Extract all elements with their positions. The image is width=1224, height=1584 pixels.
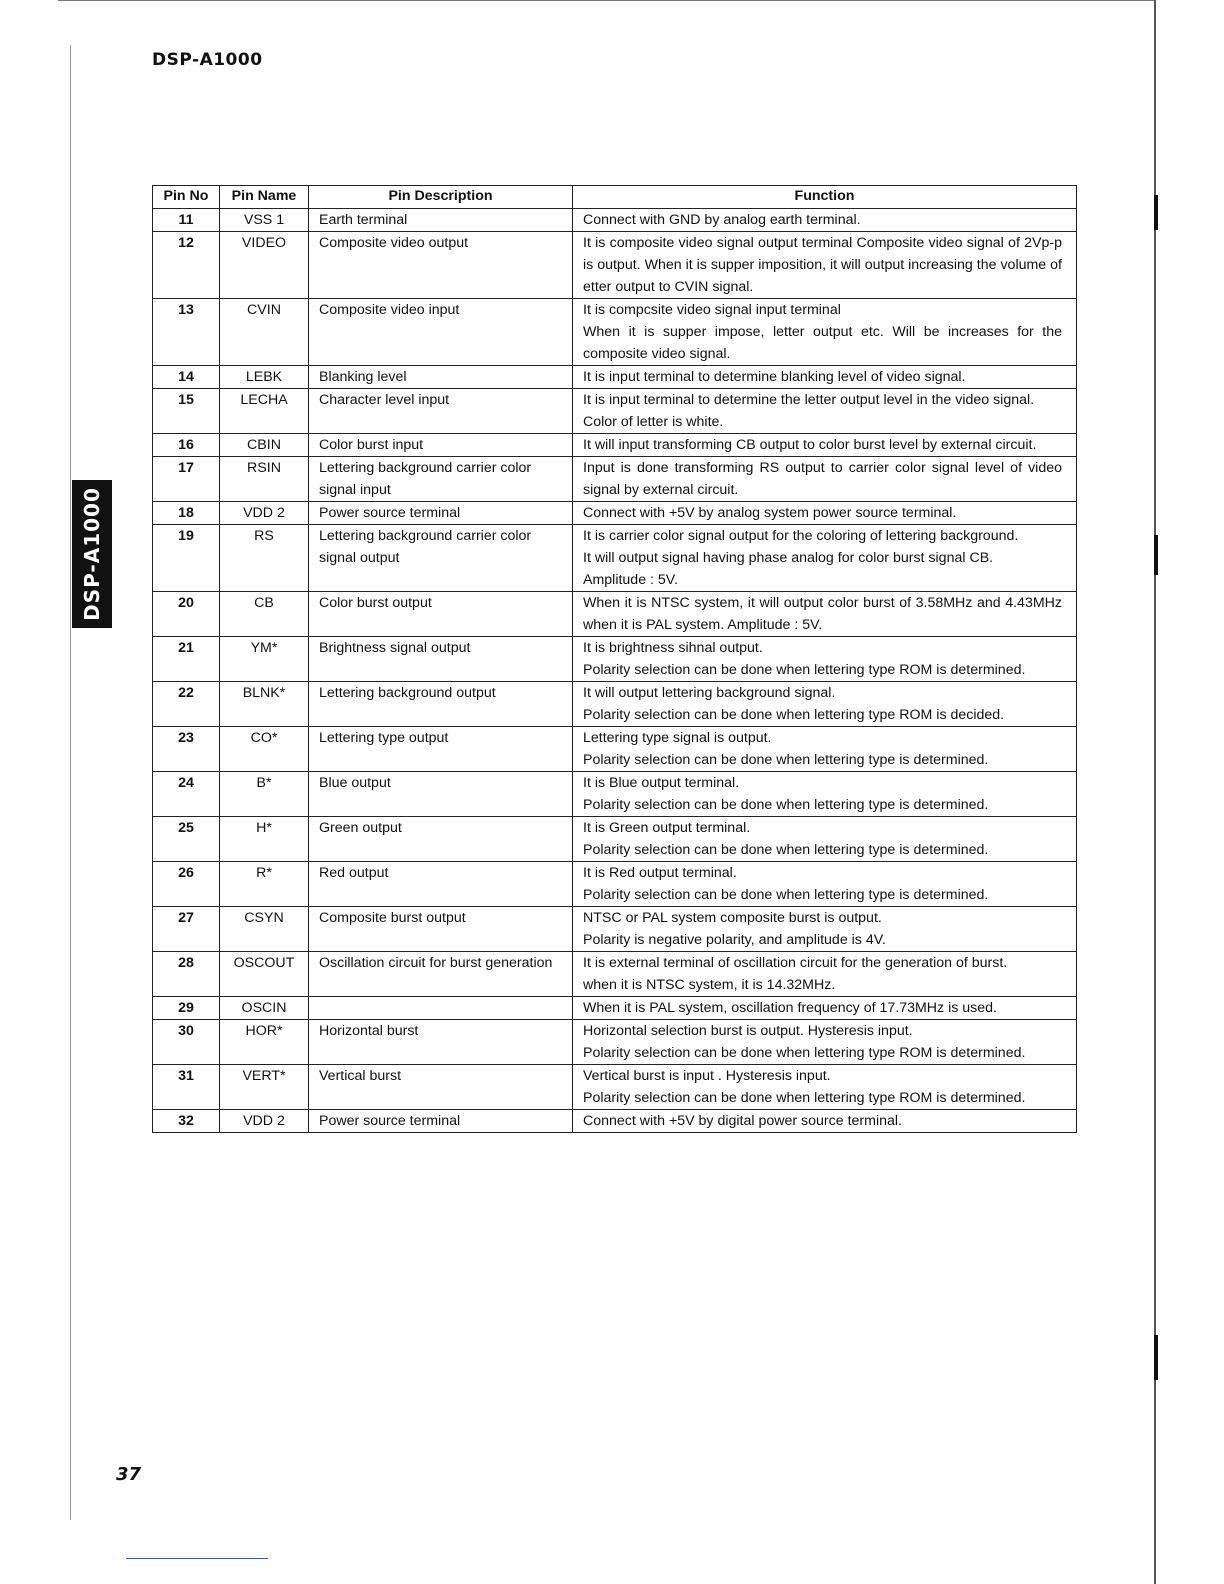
- function-cell: [573, 682, 1077, 727]
- pin-description-text: Character level input: [319, 392, 450, 408]
- pin-name-cell: H*: [220, 817, 309, 862]
- pin-name-cell: VIDEO: [220, 232, 309, 299]
- function-cell: [573, 727, 1077, 772]
- table-row: [153, 389, 1077, 434]
- function-text: Polarity selection can be done when lettering type ROM is determined.: [583, 1045, 1026, 1061]
- pin-number-cell: 24: [153, 772, 220, 817]
- pin-description-text: Color burst input: [319, 437, 424, 453]
- pin-name-cell: BLNK*: [220, 682, 309, 727]
- pin-description-text: Blanking level: [319, 369, 407, 385]
- function-cell: [573, 502, 1077, 525]
- table-row: [153, 1110, 1077, 1133]
- pin-name-cell: VDD 2: [220, 1110, 309, 1133]
- pin-name-cell: VERT*: [220, 1065, 309, 1110]
- pin-description-cell: [309, 299, 573, 366]
- pin-description-text: Green output: [319, 820, 402, 836]
- pin-name-cell: VDD 2: [220, 502, 309, 525]
- function-text: Polarity selection can be done when lettering type ROM is determined.: [583, 1090, 1026, 1106]
- pin-description-cell: [309, 592, 573, 637]
- table-row: [153, 434, 1077, 457]
- table-row: [153, 817, 1077, 862]
- pin-number-cell: 17: [153, 457, 220, 502]
- table-row: [153, 952, 1077, 997]
- pin-name-cell: OSCOUT: [220, 952, 309, 997]
- pin-number-cell: 29: [153, 997, 220, 1020]
- pin-description-text: Lettering type output: [319, 730, 449, 746]
- table-row: [153, 232, 1077, 299]
- pin-number-cell: 28: [153, 952, 220, 997]
- pin-description-text: Lettering background carrier color signal output: [319, 528, 532, 566]
- pin-number-cell: 27: [153, 907, 220, 952]
- function-text: Connect with GND by analog earth terminal.: [583, 212, 861, 228]
- pin-number-cell: 25: [153, 817, 220, 862]
- right-registration-mark: [1154, 535, 1158, 575]
- pin-description-text: Power source terminal: [319, 1113, 461, 1129]
- function-text: It will output signal having phase analog for color burst signal CB.: [583, 550, 994, 566]
- function-cell: [573, 232, 1077, 299]
- function-cell: [573, 434, 1077, 457]
- pin-number-cell: 31: [153, 1065, 220, 1110]
- pin-name-cell: HOR*: [220, 1020, 309, 1065]
- function-cell: [573, 637, 1077, 682]
- function-text: when it is NTSC system, it is 14.32MHz.: [583, 977, 836, 993]
- function-text: When it is NTSC system, it will output color burst of 3.58MHz and 4.43MHz when it is PAL system. Amplitude : 5V.: [583, 595, 1062, 633]
- pin-description-cell: [309, 952, 573, 997]
- pin-description-cell: [309, 502, 573, 525]
- pin-number-cell: 23: [153, 727, 220, 772]
- pin-description-text: Blue output: [319, 775, 391, 791]
- header-pin-description: Pin Description: [309, 186, 573, 209]
- pin-number-cell: 21: [153, 637, 220, 682]
- function-text: It is compcsite video signal input terminal: [583, 302, 841, 318]
- function-cell: [573, 299, 1077, 366]
- pin-description-cell: [309, 907, 573, 952]
- pin-description-text: Red output: [319, 865, 389, 881]
- pin-description-cell: [309, 232, 573, 299]
- pin-number-cell: 13: [153, 299, 220, 366]
- pin-description-cell: [309, 389, 573, 434]
- pin-description-cell: [309, 366, 573, 389]
- function-cell: [573, 1020, 1077, 1065]
- pin-name-cell: B*: [220, 772, 309, 817]
- pin-description-text: Oscillation circuit for burst generation: [319, 955, 553, 971]
- top-rule: [58, 0, 1156, 1]
- pin-number-cell: 22: [153, 682, 220, 727]
- pin-name-cell: CSYN: [220, 907, 309, 952]
- table-row: [153, 1020, 1077, 1065]
- pin-number-cell: 32: [153, 1110, 220, 1133]
- table-row: [153, 592, 1077, 637]
- pin-name-cell: LECHA: [220, 389, 309, 434]
- pin-description-text: Horizontal burst: [319, 1023, 419, 1039]
- function-text: It is Blue output terminal.: [583, 775, 740, 791]
- function-text: NTSC or PAL system composite burst is output.: [583, 910, 882, 926]
- right-registration-mark: [1154, 1335, 1158, 1380]
- pin-name-cell: RS: [220, 525, 309, 592]
- page-number: 37: [116, 1464, 142, 1485]
- pin-description-cell: [309, 772, 573, 817]
- table-row: [153, 1065, 1077, 1110]
- table-row: [153, 907, 1077, 952]
- table-row: [153, 209, 1077, 232]
- pin-description-cell: [309, 457, 573, 502]
- pin-description-text: Lettering background carrier color signal input: [319, 460, 532, 498]
- pin-name-cell: RSIN: [220, 457, 309, 502]
- pin-number-cell: 11: [153, 209, 220, 232]
- pin-description-text: Composite burst output: [319, 910, 466, 926]
- table-row: [153, 502, 1077, 525]
- pin-description-cell: [309, 682, 573, 727]
- pin-description-cell: [309, 997, 573, 1020]
- pin-name-cell: CVIN: [220, 299, 309, 366]
- function-text: It is external terminal of oscillation circuit for the generation of burst.: [583, 955, 1008, 971]
- pin-description-text: Color burst output: [319, 595, 432, 611]
- function-text: It is input terminal to determine the letter output level in the video signal.: [583, 392, 1035, 408]
- pin-description-text: Lettering background output: [319, 685, 496, 701]
- table-row: [153, 682, 1077, 727]
- function-cell: [573, 1110, 1077, 1133]
- function-text: Color of letter is white.: [583, 414, 724, 430]
- pin-name-cell: R*: [220, 862, 309, 907]
- function-text: Vertical burst is input . Hysteresis input.: [583, 1068, 831, 1084]
- pin-description-cell: [309, 1065, 573, 1110]
- bottom-underline: [126, 1558, 268, 1559]
- function-text: Polarity selection can be done when lettering type ROM is determined.: [583, 662, 1026, 678]
- function-cell: [573, 1065, 1077, 1110]
- pin-description-cell: [309, 209, 573, 232]
- table-body: [153, 209, 1077, 1133]
- table-row: [153, 772, 1077, 817]
- side-tab-label: DSP-A1000: [80, 487, 105, 621]
- table-row: [153, 366, 1077, 389]
- pin-name-cell: VSS 1: [220, 209, 309, 232]
- pin-number-cell: 12: [153, 232, 220, 299]
- pin-description-cell: [309, 1020, 573, 1065]
- function-cell: [573, 997, 1077, 1020]
- function-text: Amplitude : 5V.: [583, 572, 678, 588]
- pin-description-cell: [309, 525, 573, 592]
- header-function: Function: [573, 186, 1077, 209]
- function-cell: [573, 817, 1077, 862]
- function-text: When it is supper impose, letter output etc. Will be increases for the composite video signal.: [583, 324, 1062, 362]
- function-cell: [573, 525, 1077, 592]
- table-header-row: [153, 186, 1077, 209]
- function-text: Polarity selection can be done when lettering type is determined.: [583, 887, 989, 903]
- function-text: Polarity selection can be done when lettering type is determined.: [583, 842, 989, 858]
- pin-description-text: Earth terminal: [319, 212, 408, 228]
- pin-number-cell: 19: [153, 525, 220, 592]
- pin-description-text: Brightness signal output: [319, 640, 471, 656]
- function-text: It will input transforming CB output to color burst level by external circuit.: [583, 437, 1037, 453]
- function-text: It is composite video signal output terminal Composite video signal of 2Vp-p is output. When it is supper imposition, it will output increasing the volume of etter output to CVIN signal.: [583, 235, 1062, 295]
- function-cell: [573, 952, 1077, 997]
- side-tab: [72, 480, 112, 628]
- pin-name-cell: YM*: [220, 637, 309, 682]
- pin-description-text: Composite video output: [319, 235, 469, 251]
- function-text: Input is done transforming RS output to carrier color signal level of video signal by external circuit.: [583, 460, 1062, 498]
- function-cell: [573, 209, 1077, 232]
- header-pin-no: Pin No: [153, 186, 220, 209]
- table-row: [153, 299, 1077, 366]
- pin-number-cell: 14: [153, 366, 220, 389]
- function-cell: [573, 457, 1077, 502]
- pin-name-cell: CO*: [220, 727, 309, 772]
- function-text: Polarity selection can be done when lettering type is determined.: [583, 797, 989, 813]
- function-cell: [573, 592, 1077, 637]
- table-row: [153, 637, 1077, 682]
- function-text: Connect with +5V by digital power source terminal.: [583, 1113, 902, 1129]
- function-cell: [573, 862, 1077, 907]
- function-text: Connect with +5V by analog system power source terminal.: [583, 505, 957, 521]
- pin-description-cell: [309, 727, 573, 772]
- function-text: It is carrier color signal output for the coloring of lettering background.: [583, 528, 1019, 544]
- pin-name-cell: CB: [220, 592, 309, 637]
- function-text: It will output lettering background signal.: [583, 685, 836, 701]
- table-row: [153, 997, 1077, 1020]
- left-margin-rule: [70, 45, 71, 1520]
- page-header-model: DSP-A1000: [152, 50, 263, 70]
- pin-description-cell: [309, 862, 573, 907]
- table-row: [153, 525, 1077, 592]
- pin-name-cell: OSCIN: [220, 997, 309, 1020]
- pin-number-cell: 30: [153, 1020, 220, 1065]
- function-text: It is Green output terminal.: [583, 820, 751, 836]
- header-pin-name: Pin Name: [220, 186, 309, 209]
- table-row: [153, 727, 1077, 772]
- function-cell: [573, 907, 1077, 952]
- pin-number-cell: 26: [153, 862, 220, 907]
- function-text: It is brightness sihnal output.: [583, 640, 763, 656]
- pin-name-cell: CBIN: [220, 434, 309, 457]
- pin-description-cell: [309, 637, 573, 682]
- pin-description-text: Power source terminal: [319, 505, 461, 521]
- right-registration-mark: [1154, 195, 1158, 230]
- function-cell: [573, 366, 1077, 389]
- function-cell: [573, 772, 1077, 817]
- pin-description-cell: [309, 817, 573, 862]
- function-text: Polarity selection can be done when lettering type is determined.: [583, 752, 989, 768]
- function-text: Polarity selection can be done when lettering type ROM is decided.: [583, 707, 1005, 723]
- pin-number-cell: 16: [153, 434, 220, 457]
- function-text: It is Red output terminal.: [583, 865, 737, 881]
- pin-description-text: Vertical burst: [319, 1068, 402, 1084]
- function-cell: [573, 389, 1077, 434]
- pin-number-cell: 18: [153, 502, 220, 525]
- function-text: Horizontal selection burst is output. Hysteresis input.: [583, 1023, 913, 1039]
- function-text: When it is PAL system, oscillation frequency of 17.73MHz is used.: [583, 1000, 997, 1016]
- pin-table: [152, 185, 1077, 1133]
- table-row: [153, 457, 1077, 502]
- function-text: It is input terminal to determine blanking level of video signal.: [583, 369, 966, 385]
- function-text: Lettering type signal is output.: [583, 730, 772, 746]
- pin-description-cell: [309, 434, 573, 457]
- pin-number-cell: 20: [153, 592, 220, 637]
- function-text: Polarity is negative polarity, and amplitude is 4V.: [583, 932, 886, 948]
- pin-name-cell: LEBK: [220, 366, 309, 389]
- pin-number-cell: 15: [153, 389, 220, 434]
- pin-description-text: Composite video input: [319, 302, 460, 318]
- table-row: [153, 862, 1077, 907]
- pin-description-cell: [309, 1110, 573, 1133]
